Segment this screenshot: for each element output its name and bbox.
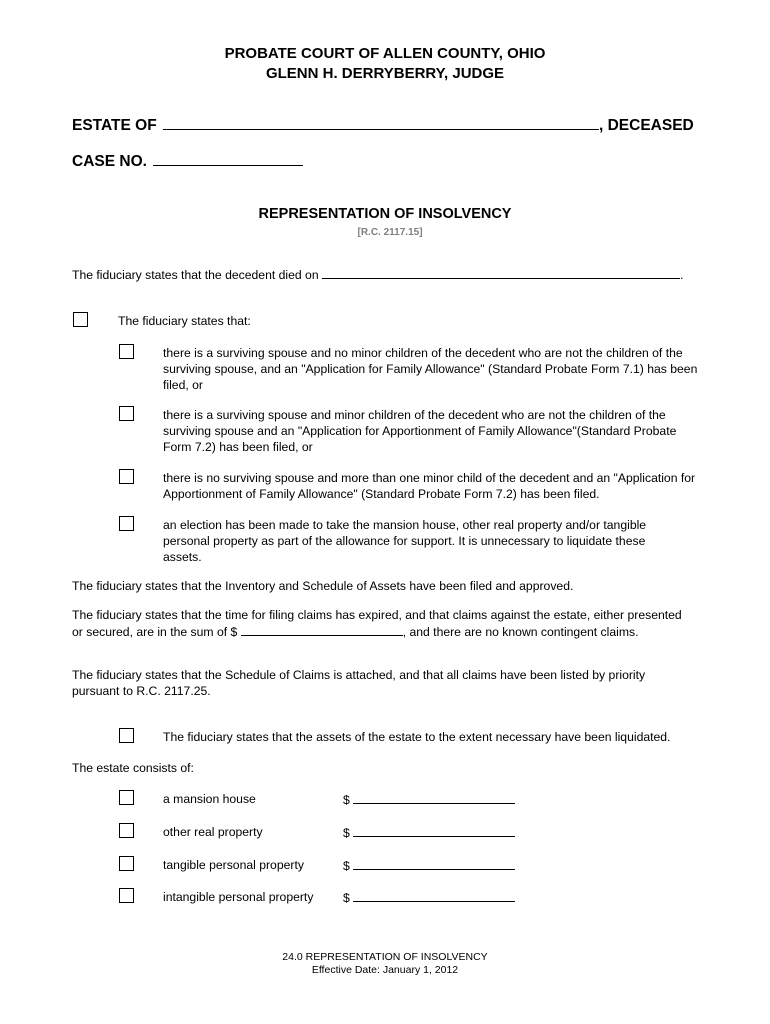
other-real-property-amount-field[interactable] bbox=[353, 824, 515, 837]
schedule-paragraph: The fiduciary states that the Schedule of Claims is attached, and that all claims have been listed by priority pursuant to R.C. 2117.25. bbox=[72, 668, 646, 698]
mansion-house-checkbox[interactable] bbox=[119, 790, 134, 805]
death-date-row bbox=[72, 266, 683, 283]
case-no-label: CASE NO. bbox=[72, 153, 147, 170]
currency-symbol: $ bbox=[343, 793, 350, 807]
death-date-period: . bbox=[680, 268, 684, 282]
other-real-property-checkbox[interactable] bbox=[119, 823, 134, 838]
liquidated-text: The fiduciary states that the assets of the estate to the extent necessary have been liquidated. bbox=[163, 730, 671, 744]
case-no-field[interactable] bbox=[153, 153, 303, 166]
intangible-property-checkbox[interactable] bbox=[119, 888, 134, 903]
tangible-property-checkbox[interactable] bbox=[119, 856, 134, 871]
deceased-label: , DECEASED bbox=[599, 117, 694, 134]
currency-symbol: $ bbox=[343, 826, 350, 840]
intangible-property-amount-row bbox=[343, 889, 515, 906]
court-title: PROBATE COURT OF ALLEN COUNTY, OHIO bbox=[224, 45, 546, 62]
option-1-checkbox[interactable] bbox=[119, 344, 134, 359]
option-2-checkbox[interactable] bbox=[119, 406, 134, 421]
currency-symbol: $ bbox=[343, 891, 350, 905]
option-4-checkbox[interactable] bbox=[119, 516, 134, 531]
inventory-paragraph: The fiduciary states that the Inventory and Schedule of Assets have been filed and approved. bbox=[72, 579, 574, 593]
liquidated-checkbox[interactable] bbox=[119, 728, 134, 743]
option-2-text: there is a surviving spouse and minor children of the decedent who are not the children of the surviving spouse and an "Application for Apportionment of Family Allowance"(Standard Probate Form 7.2) has been filed, or bbox=[163, 408, 677, 454]
intangible-property-amount-field[interactable] bbox=[353, 889, 515, 902]
tangible-property-amount-field[interactable] bbox=[353, 857, 515, 870]
form-title: REPRESENTATION OF INSOLVENCY bbox=[258, 206, 512, 222]
statute-number: R.C. 2117.15 bbox=[360, 227, 420, 238]
option-3-checkbox[interactable] bbox=[119, 469, 134, 484]
tangible-property-label: tangible personal property bbox=[163, 858, 304, 872]
footer-effective-date: Effective Date: January 1, 2012 bbox=[311, 964, 459, 976]
claims-amount-field[interactable] bbox=[241, 623, 403, 636]
judge-name: GLENN H. DERRYBERRY, JUDGE bbox=[265, 65, 505, 82]
statute-bracket-open: [ bbox=[357, 227, 361, 238]
case-no-row bbox=[72, 153, 303, 171]
claims-text-after: , and there are no known contingent claims. bbox=[402, 625, 639, 639]
claims-text-before: The fiduciary states that the time for filing claims has expired, and that claims against the estate, either presented or secured, are in the sum of $ bbox=[72, 608, 682, 639]
other-real-property-amount-row bbox=[343, 824, 515, 841]
statute-reference bbox=[0, 222, 770, 240]
death-date-text: The fiduciary states that the decedent died on bbox=[72, 268, 319, 282]
estate-name-field[interactable] bbox=[163, 117, 599, 130]
fiduciary-states-checkbox[interactable] bbox=[73, 312, 88, 327]
mansion-house-amount-row bbox=[343, 791, 515, 808]
option-3-text: there is no surviving spouse and more than one minor child of the decedent and an "Application for Apportionment of Family Allowance" (Standard Probate Form 7.2) has been filed. bbox=[163, 471, 696, 501]
fiduciary-states-label: The fiduciary states that: bbox=[118, 314, 251, 328]
mansion-house-amount-field[interactable] bbox=[353, 791, 515, 804]
estate-consists-label: The estate consists of: bbox=[72, 761, 194, 775]
footer-form-number: 24.0 REPRESENTATION OF INSOLVENCY bbox=[282, 951, 488, 963]
tangible-property-amount-row bbox=[343, 857, 515, 874]
death-date-field[interactable] bbox=[322, 266, 680, 279]
currency-symbol: $ bbox=[343, 859, 350, 873]
estate-of-row bbox=[72, 117, 712, 135]
claims-paragraph bbox=[72, 607, 682, 640]
mansion-house-label: a mansion house bbox=[163, 792, 256, 806]
intangible-property-label: intangible personal property bbox=[163, 890, 314, 904]
estate-of-label: ESTATE OF bbox=[72, 117, 157, 134]
option-1-text: there is a surviving spouse and no minor children of the decedent who are not the children of the surviving spouse, and an "Application for Family Allowance" (Standard Probate Form 7.1) has been filed, or bbox=[163, 346, 698, 392]
other-real-property-label: other real property bbox=[163, 825, 263, 839]
statute-bracket-close: ] bbox=[419, 227, 423, 238]
option-4-text: an election has been made to take the mansion house, other real property and/or tangible personal property as part of the allowance for support. It is unnecessary to liquidate these assets. bbox=[163, 518, 647, 564]
